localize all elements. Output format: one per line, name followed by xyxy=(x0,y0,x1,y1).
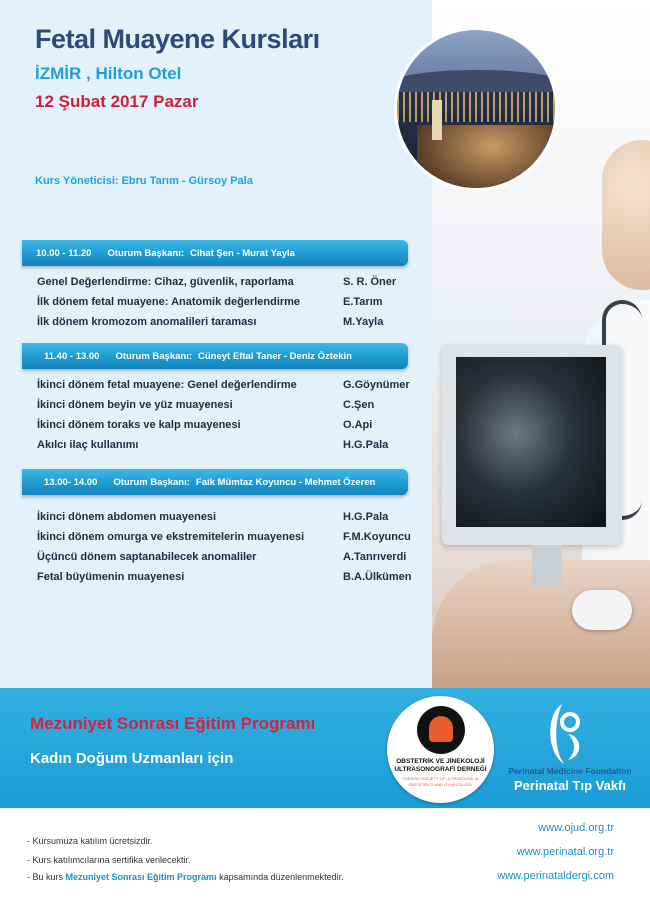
talk-speaker: B.A.Ülkümen xyxy=(343,571,412,583)
clock-tower-icon xyxy=(432,100,442,140)
talk-speaker: E.Tarım xyxy=(343,296,383,308)
page-title: Fetal Muayene Kursları xyxy=(35,24,320,54)
talk-speaker: G.Göynümer xyxy=(343,379,410,391)
talk-title: İlk dönem kromozom anomalileri taraması xyxy=(37,316,257,328)
izmir-city-photo xyxy=(397,30,555,188)
session-time: 10.00 - 11.20 xyxy=(36,247,92,259)
link-perinatal[interactable]: www.perinatal.org.tr xyxy=(516,846,614,858)
logo-text-line2: ULTRASONOGRAFİ DERNEĞİ xyxy=(394,766,487,773)
session-time: 11.40 - 13.00 xyxy=(44,350,100,362)
program-title: Mezuniyet Sonrası Eğitim Programı xyxy=(30,714,316,733)
session-chairs: Cüneyt Eftal Taner - Deniz Öztekin xyxy=(198,350,352,362)
session-chair-label: Oturum Başkanı: xyxy=(113,476,190,488)
event-date: 12 Şubat 2017 Pazar xyxy=(35,92,199,111)
logo-text-line1: OBSTETRİK VE JİNEKOLOJİ xyxy=(396,758,485,765)
link-perinataldergi[interactable]: www.perinataldergi.com xyxy=(497,870,614,882)
talk-title: Üçüncü dönem saptanabilecek anomaliler xyxy=(37,551,257,563)
perinatal-foundation-logo-icon xyxy=(540,700,590,768)
talk-speaker: S. R. Öner xyxy=(343,276,397,288)
session-header-2 xyxy=(22,343,408,369)
doctor-head xyxy=(602,140,650,290)
talk-title: İkinci dönem omurga ve ekstremitelerin muayenesi xyxy=(37,531,305,543)
talk-row xyxy=(37,531,427,549)
talk-row xyxy=(37,379,427,397)
talk-row xyxy=(37,399,427,417)
talk-row xyxy=(37,296,427,314)
program-audience: Kadın Doğum Uzmanları için xyxy=(30,750,234,767)
foundation-name: Perinatal Medicine Foundation xyxy=(508,766,632,776)
talk-row xyxy=(37,419,427,437)
talk-speaker: O.Api xyxy=(343,419,373,431)
uterus-icon xyxy=(429,716,453,742)
talk-title: Genel Değerlendirme: Cihaz, güvenlik, raporlama xyxy=(37,276,294,288)
talk-row xyxy=(37,571,427,589)
talk-row xyxy=(37,316,427,334)
talk-title: Fetal büyümenin muayenesi xyxy=(37,571,185,583)
note-certificate: - Kurs katılımcılarına sertifika verilecektir. xyxy=(27,855,191,865)
talk-row xyxy=(37,551,427,569)
talk-title: İkinci dönem fetal muayene: Genel değerlendirme xyxy=(37,379,297,391)
link-ojud[interactable]: www.ojud.org.tr xyxy=(538,822,614,834)
city-lights xyxy=(397,92,555,122)
talk-speaker: C.Şen xyxy=(343,399,375,411)
talk-title: Akılcı ilaç kullanımı xyxy=(37,439,139,451)
talk-speaker: H.G.Pala xyxy=(343,511,389,523)
talk-speaker: M.Yayla xyxy=(343,316,384,328)
talk-title: İkinci dönem beyin ve yüz muayenesi xyxy=(37,399,233,411)
talk-row xyxy=(37,439,427,457)
note-program xyxy=(27,872,344,882)
talk-speaker: A.Tanrıverdi xyxy=(343,551,407,563)
session-header-1 xyxy=(22,240,408,266)
session-header-3 xyxy=(22,469,408,495)
note-program-pre: - Bu kurs xyxy=(27,872,64,882)
session-chair-label: Oturum Başkanı: xyxy=(107,247,185,259)
monitor-stand xyxy=(532,545,562,585)
session-chairs: Faik Mümtaz Koyuncu - Mehmet Özeren xyxy=(195,476,376,488)
talk-title: İlk dönem fetal muayene: Anatomik değerlendirme xyxy=(37,296,301,308)
ultrasound-society-logo xyxy=(387,696,494,803)
location: İZMİR , Hilton Otel xyxy=(35,64,182,83)
talk-title: İkinci dönem toraks ve kalp muayenesi xyxy=(37,419,241,431)
ultrasound-probe xyxy=(572,590,632,630)
foundation-name-tr: Perinatal Tıp Vakfı xyxy=(514,778,626,793)
course-directors: Kurs Yöneticisi: Ebru Tarım - Gürsoy Pala xyxy=(35,175,253,187)
ultrasound-monitor xyxy=(442,345,622,545)
note-program-post: kapsamında düzenlenmektedir. xyxy=(219,872,344,882)
logo-text-line3: TURKISH SOCIETY OF ULTRASOUND IN xyxy=(402,776,479,781)
note-free-participation: - Kursumuza katılım ücretsizdir. xyxy=(27,836,153,846)
talk-row xyxy=(37,276,427,294)
logo-text-line4: OBSTETRICS AND GYNECOLOGY xyxy=(408,782,473,787)
talk-title: İkinci dönem abdomen muayenesi xyxy=(37,511,217,523)
note-program-highlight: Mezuniyet Sonrası Eğitim Programı xyxy=(65,872,217,882)
talk-speaker: F.M.Koyuncu xyxy=(343,531,411,543)
talk-row xyxy=(37,511,427,529)
talk-speaker: H.G.Pala xyxy=(343,439,389,451)
session-time: 13.00- 14.00 xyxy=(44,476,98,488)
session-chair-label: Oturum Başkanı: xyxy=(115,350,193,362)
session-chairs: Cihat Şen - Murat Yayla xyxy=(190,247,295,259)
ultrasound-screen xyxy=(456,357,606,527)
